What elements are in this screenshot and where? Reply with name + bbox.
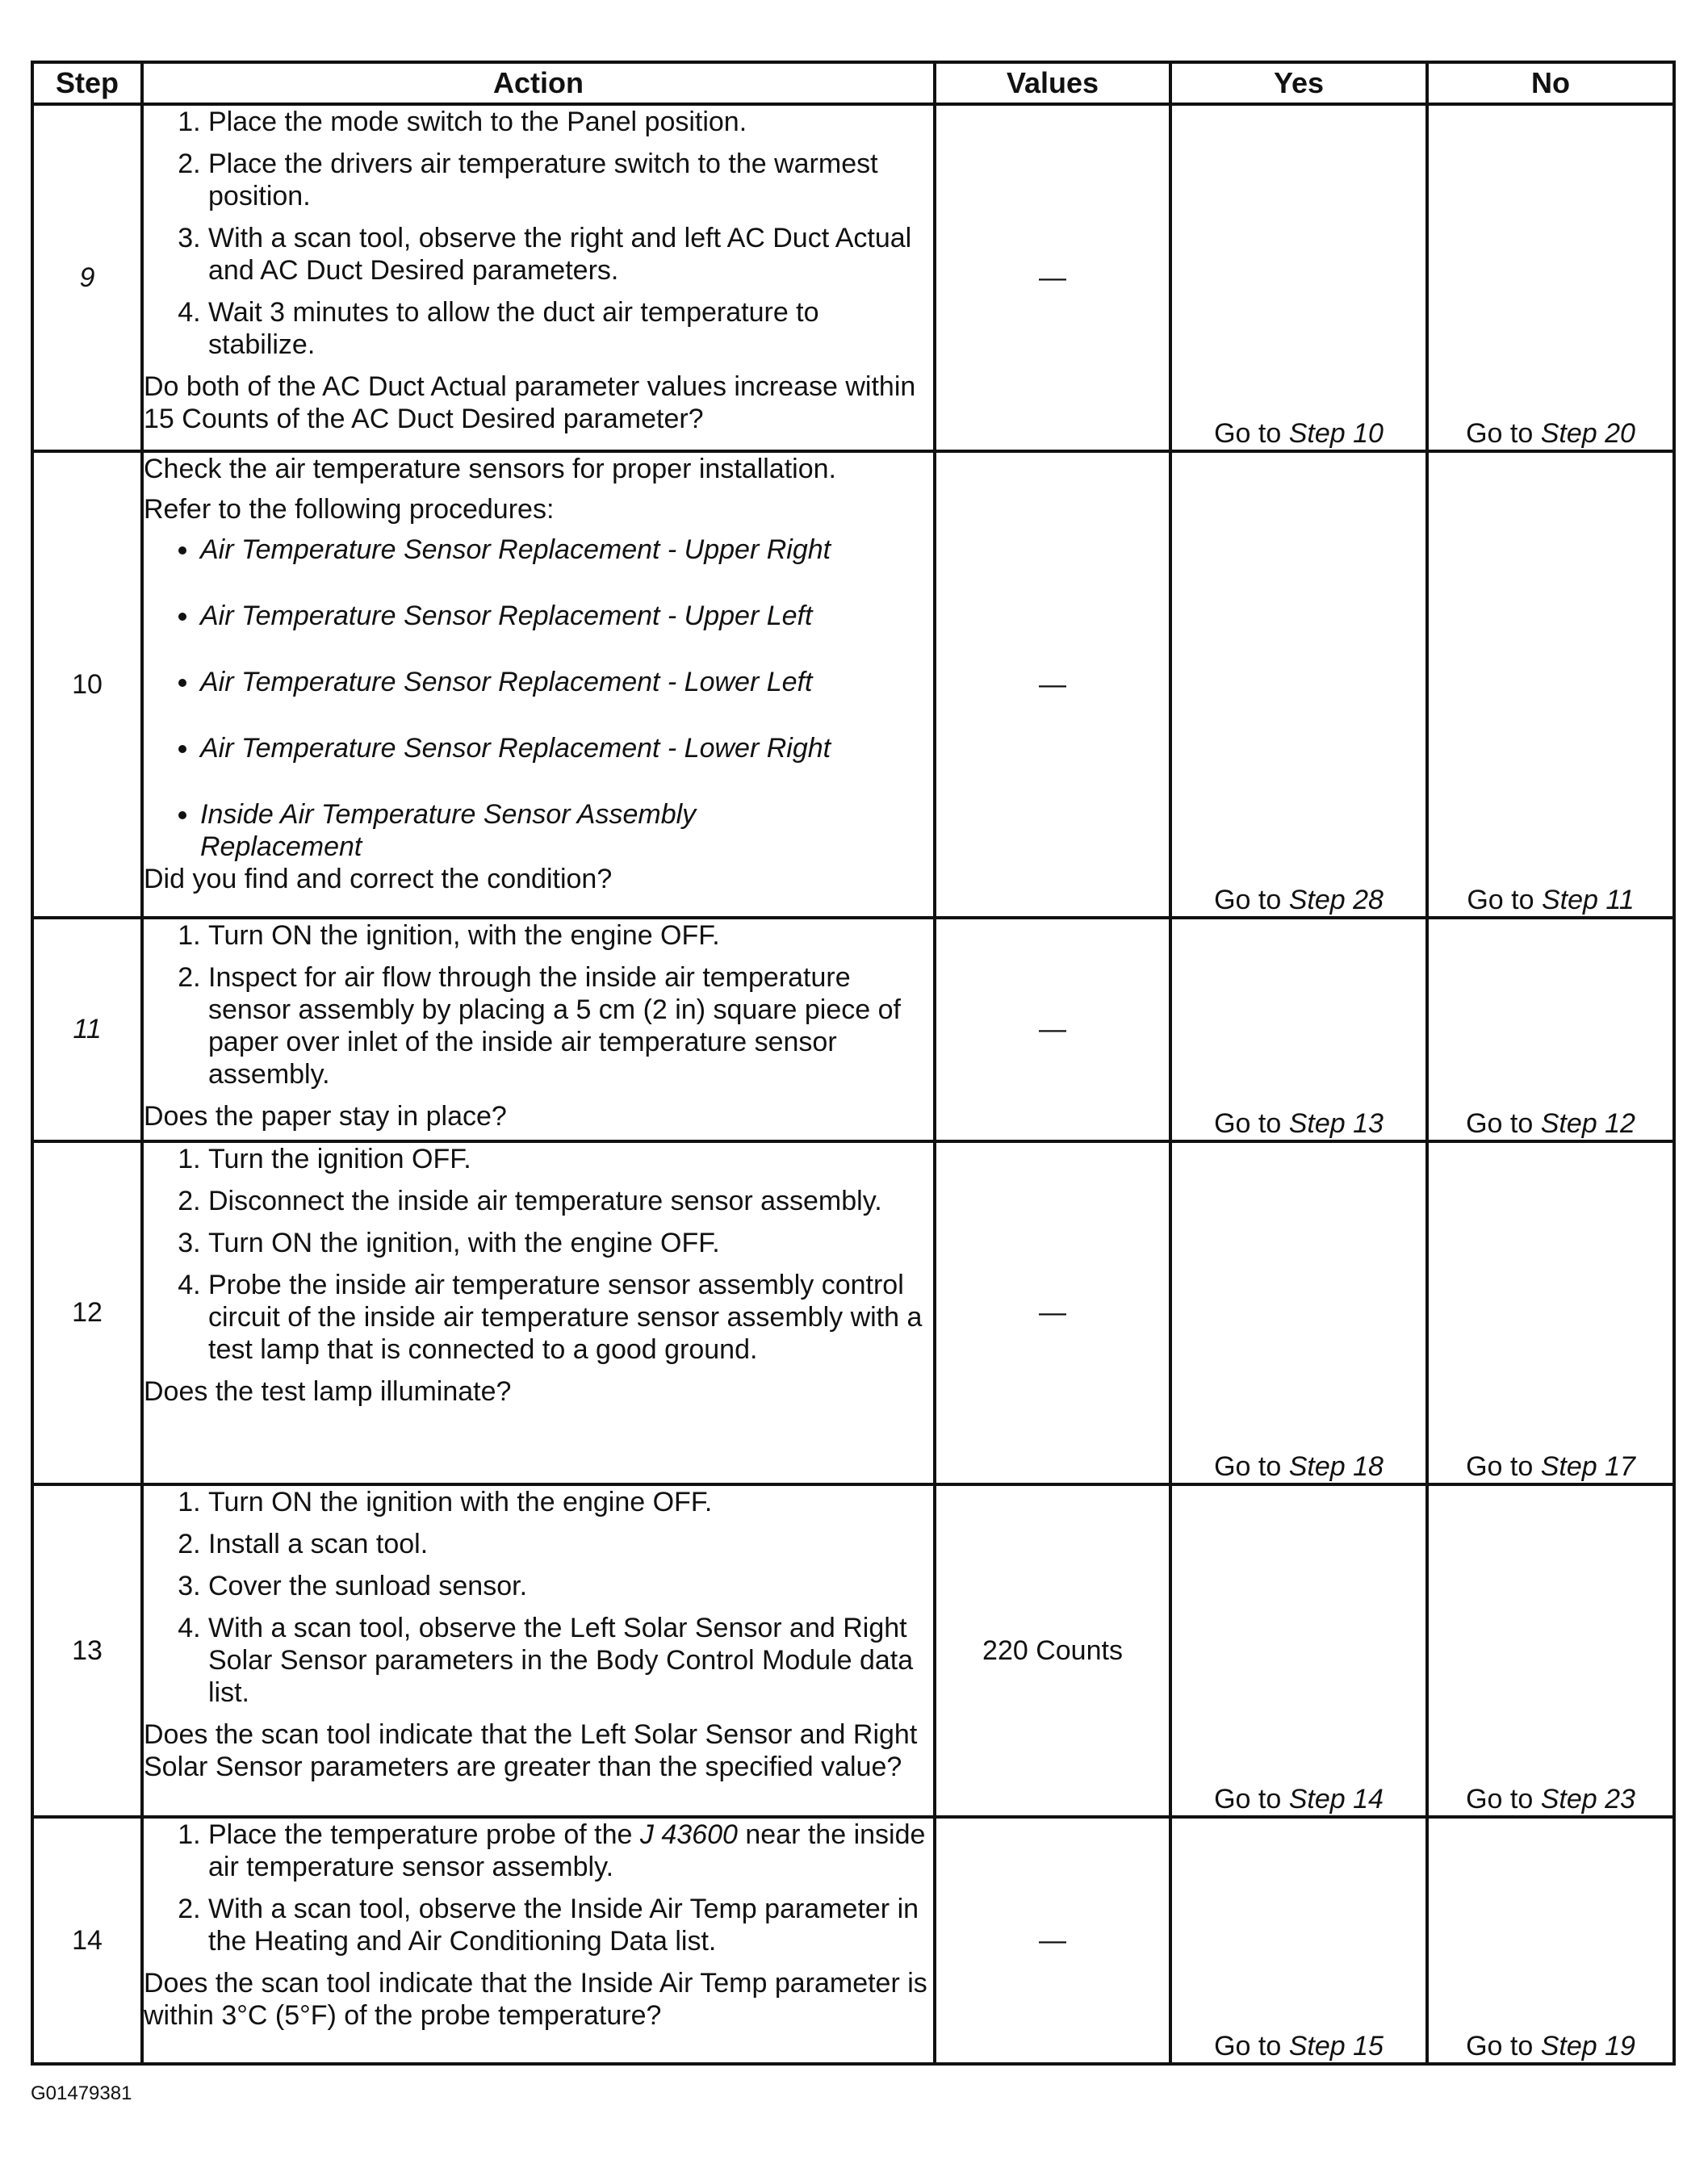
action-step-item: 2. With a scan tool, observe the Inside Air Temp parameter in the Heating and Air Conditioning Data list. bbox=[208, 1893, 933, 1957]
values-cell: 220 Counts bbox=[935, 1484, 1170, 1817]
procedure-ref-item: • Air Temperature Sensor Replacement - Upper Right bbox=[200, 534, 933, 566]
yes-cell bbox=[1170, 1484, 1427, 1817]
goto-label: Go to bbox=[1214, 885, 1282, 915]
step-number: 13 bbox=[32, 1484, 142, 1817]
table-row-step-10 bbox=[32, 451, 1674, 918]
action-step-item: 1. Place the mode switch to the Panel position. bbox=[208, 106, 933, 138]
values-cell: — bbox=[935, 1817, 1170, 2064]
goto-label: Go to bbox=[1214, 2031, 1282, 2061]
goto-label: Go to bbox=[1466, 1784, 1534, 1814]
action-step-item: 4. Wait 3 minutes to allow the duct air temperature to stabilize. bbox=[208, 296, 933, 361]
yes-cell bbox=[1170, 918, 1427, 1141]
goto-step-link: Step 10 bbox=[1288, 418, 1384, 449]
goto-label: Go to bbox=[1214, 1451, 1282, 1482]
action-question: Does the scan tool indicate that the Inside Air Temp parameter is within 3°C (5°F) of the probe temperature? bbox=[144, 1968, 927, 2031]
no-cell bbox=[1427, 104, 1674, 451]
step-number: 11 bbox=[32, 918, 142, 1141]
table-row-step-14 bbox=[32, 1817, 1674, 2064]
table-row-step-13 bbox=[32, 1484, 1674, 1817]
diagnostic-table bbox=[31, 61, 1676, 2066]
goto-step-link: Step 11 bbox=[1541, 885, 1635, 915]
table-row-step-11 bbox=[32, 918, 1674, 1141]
yes-cell bbox=[1170, 104, 1427, 451]
yes-cell bbox=[1170, 451, 1427, 918]
goto-label: Go to bbox=[1466, 2031, 1534, 2061]
action-step-item: 4. Probe the inside air temperature sensor assembly control circuit of the inside air temperature sensor assembly with a test lamp that is connected to a good ground. bbox=[208, 1269, 933, 1366]
header-step: Step bbox=[32, 62, 142, 104]
action-question: Does the paper stay in place? bbox=[144, 1101, 507, 1132]
action-cell bbox=[142, 1817, 935, 2064]
action-cell bbox=[142, 918, 935, 1141]
no-cell bbox=[1427, 1141, 1674, 1484]
no-cell bbox=[1427, 1484, 1674, 1817]
goto-step-link: Step 18 bbox=[1288, 1451, 1384, 1482]
action-step-item: 1. Turn the ignition OFF. bbox=[208, 1143, 933, 1175]
goto-step-link: Step 28 bbox=[1288, 885, 1384, 915]
goto-step-link: Step 17 bbox=[1540, 1451, 1635, 1482]
action-intro: Refer to the following procedures: bbox=[144, 494, 555, 525]
header-values: Values bbox=[935, 62, 1170, 104]
goto-label: Go to bbox=[1214, 418, 1282, 449]
values-cell: — bbox=[935, 1141, 1170, 1484]
no-cell bbox=[1427, 1817, 1674, 2064]
action-cell bbox=[142, 104, 935, 451]
no-cell bbox=[1427, 918, 1674, 1141]
action-steps bbox=[144, 1143, 933, 1366]
action-steps bbox=[144, 106, 933, 361]
action-step-item bbox=[208, 1819, 933, 1883]
action-step-item: 2. Disconnect the inside air temperature sensor assembly. bbox=[208, 1185, 933, 1217]
yes-cell bbox=[1170, 1817, 1427, 2064]
goto-label: Go to bbox=[1466, 1108, 1534, 1139]
step-number: 9 bbox=[32, 104, 142, 451]
header-yes: Yes bbox=[1170, 62, 1427, 104]
yes-cell bbox=[1170, 1141, 1427, 1484]
header-row bbox=[32, 62, 1674, 104]
step-number: 12 bbox=[32, 1141, 142, 1484]
procedure-ref-item: • Inside Air Temperature Sensor Assembly Replacement bbox=[200, 798, 933, 863]
goto-label: Go to bbox=[1466, 1451, 1534, 1482]
table-row-step-9 bbox=[32, 104, 1674, 451]
action-text: near the inside air temperature sensor assembly. bbox=[208, 1819, 926, 1882]
action-text: Place the temperature probe of the bbox=[208, 1819, 633, 1850]
goto-step-link: Step 20 bbox=[1540, 418, 1635, 449]
action-step-item: 3. Cover the sunload sensor. bbox=[208, 1570, 933, 1602]
action-steps bbox=[144, 1486, 933, 1709]
values-cell: — bbox=[935, 918, 1170, 1141]
step-number: 10 bbox=[32, 451, 142, 918]
action-step-item: 3. Turn ON the ignition, with the engine OFF. bbox=[208, 1227, 933, 1259]
tool-reference: J 43600 bbox=[639, 1819, 738, 1850]
table-row-step-12 bbox=[32, 1141, 1674, 1484]
goto-label: Go to bbox=[1466, 418, 1534, 449]
no-cell bbox=[1427, 451, 1674, 918]
action-intro: Check the air temperature sensors for proper installation. bbox=[144, 454, 836, 484]
goto-step-link: Step 13 bbox=[1288, 1108, 1384, 1139]
action-step-item: 3. With a scan tool, observe the right and left AC Duct Actual and AC Duct Desired parameters. bbox=[208, 222, 933, 287]
procedure-ref-item: • Air Temperature Sensor Replacement - Upper Left bbox=[200, 600, 933, 632]
action-step-item: 1. Turn ON the ignition with the engine OFF. bbox=[208, 1486, 933, 1518]
goto-step-link: Step 12 bbox=[1540, 1108, 1635, 1139]
action-cell bbox=[142, 451, 935, 918]
action-step-item: 2. Install a scan tool. bbox=[208, 1528, 933, 1560]
values-cell: — bbox=[935, 104, 1170, 451]
header-action: Action bbox=[142, 62, 935, 104]
action-cell bbox=[142, 1484, 935, 1817]
goto-label: Go to bbox=[1214, 1784, 1282, 1814]
procedure-refs bbox=[144, 534, 933, 863]
goto-step-link: Step 19 bbox=[1540, 2031, 1635, 2061]
action-step-item: 2. Place the drivers air temperature switch to the warmest position. bbox=[208, 148, 933, 212]
action-question: Did you find and correct the condition? bbox=[144, 864, 613, 894]
action-question: Do both of the AC Duct Actual parameter values increase within 15 Counts of the AC Duct Desired parameter? bbox=[144, 371, 916, 434]
step-number: 14 bbox=[32, 1817, 142, 2064]
goto-label: Go to bbox=[1214, 1108, 1282, 1139]
action-step-item: 4. With a scan tool, observe the Left Solar Sensor and Right Solar Sensor parameters in the Body Control Module data list. bbox=[208, 1612, 933, 1709]
goto-label: Go to bbox=[1467, 885, 1534, 915]
action-cell bbox=[142, 1141, 935, 1484]
action-question: Does the test lamp illuminate? bbox=[144, 1376, 512, 1407]
procedure-ref-item: • Air Temperature Sensor Replacement - Lower Left bbox=[200, 666, 933, 698]
action-steps bbox=[144, 1819, 933, 1957]
action-step-item: 2. Inspect for air flow through the inside air temperature sensor assembly by placing a 5 cm (2 in) square piece of paper over inlet of the inside air temperature sensor assembly. bbox=[208, 961, 933, 1090]
values-cell: — bbox=[935, 451, 1170, 918]
procedure-ref-item: • Air Temperature Sensor Replacement - Lower Right bbox=[200, 732, 933, 764]
action-step-item: 1. Turn ON the ignition, with the engine OFF. bbox=[208, 919, 933, 952]
goto-step-link: Step 14 bbox=[1288, 1784, 1384, 1814]
action-steps bbox=[144, 919, 933, 1090]
goto-step-link: Step 23 bbox=[1540, 1784, 1635, 1814]
header-no: No bbox=[1427, 62, 1674, 104]
goto-step-link: Step 15 bbox=[1288, 2031, 1384, 2061]
action-question: Does the scan tool indicate that the Left Solar Sensor and Right Solar Sensor parameters are greater than the specified value? bbox=[144, 1719, 918, 1782]
figure-code: G01479381 bbox=[31, 2082, 132, 2104]
